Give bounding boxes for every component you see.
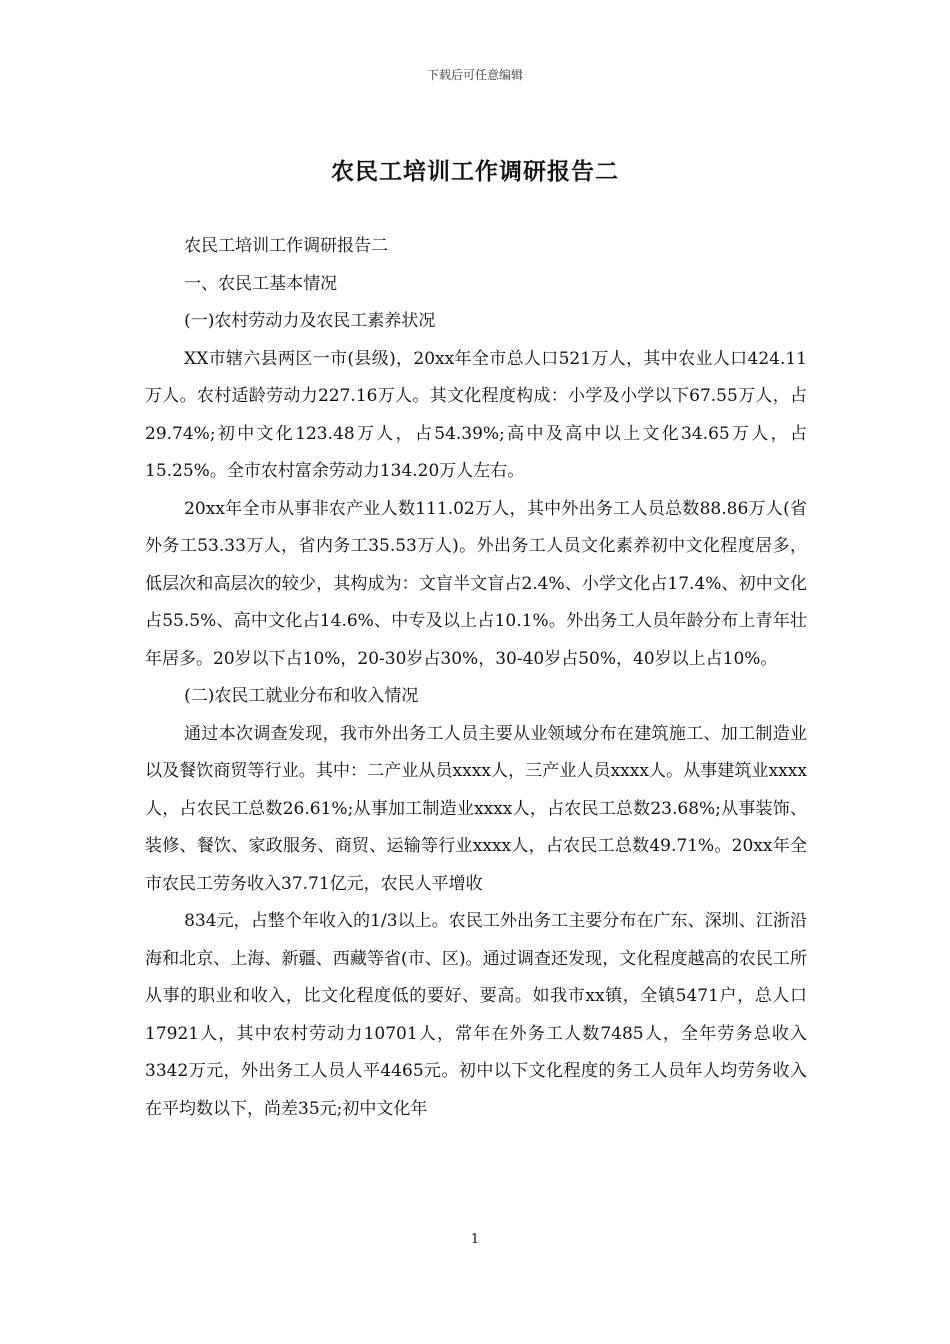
subsection-heading-employment-income: (二)农民工就业分布和收入情况 <box>184 686 419 706</box>
document-body <box>145 228 807 1128</box>
document-title: 农民工培训工作调研报告二 <box>331 158 619 185</box>
body-paragraph-population: XX市辖六县两区一市(县级)，20xx年全市总人口521万人，其中农业人口424.11万人。农村适龄劳动力227.16万人。其文化程度构成：小学及小学以下67.55万人，占29.74%;初中文化123.48万人，占54.39%;高中及高中以上文化34.65万人，占15.25%。全市农村富余劳动力134.20万人左右。 <box>145 348 807 481</box>
page-header-note: 下载后可任意编辑 <box>426 68 523 82</box>
subsection-heading-labor-quality: (一)农村劳动力及农民工素养状况 <box>184 311 436 331</box>
body-paragraph-income-distribution: 834元，占整个年收入的1/3以上。农民工外出务工主要分布在广东、深圳、江浙沿海和北京、上海、新疆、西藏等省(市、区)。通过调查还发现，文化程度越高的农民工所从事的职业和收入，比文化程度低的要好、要高。如我市xx镇，全镇5471户，总人口17921人，其中农村劳动力10701人，常年在外务工人数7485人，全年劳务总收入3342万元，外出务工人员人平4465元。初中以下文化程度的务工人员年人均劳务收入在平均数以下，尚差35元;初中文化年 <box>145 911 807 1119</box>
body-paragraph-employment-fields: 通过本次调查发现，我市外出务工人员主要从业领域分布在建筑施工、加工制造业以及餐饮商贸等行业。其中：二产业从员xxxx人，三产业人员xxxx人。从事建筑业xxxx人，占农民工总数26.61%;从事加工制造业xxxx人，占农民工总数23.68%;从事装饰、装修、餐饮、家政服务、商贸、运输等行业xxxx人，占农民工总数49.71%。20xx年全市农民工劳务收入37.71亿元，农民人平增收 <box>145 723 807 894</box>
body-paragraph-nonfarm-workers: 20xx年全市从事非农产业人数111.02万人，其中外出务工人员总数88.86万人(省外务工53.33万人，省内务工35.53万人)。外出务工人员文化素养初中文化程度居多，低层次和高层次的较少，其构成为：文盲半文盲占2.4%、小学文化占17.4%、初中文化占55.5%、高中文化占14.6%、中专及以上占10.1%。外出务工人员年龄分布上青年壮年居多。20岁以下占10%，20-30岁占30%，30-40岁占50%，40岁以上占10%。 <box>145 498 807 669</box>
section-heading-basic-situation: 一、农民工基本情况 <box>184 273 338 294</box>
subtitle-paragraph: 农民工培训工作调研报告二 <box>184 236 389 256</box>
page-number: 1 <box>470 1232 480 1247</box>
